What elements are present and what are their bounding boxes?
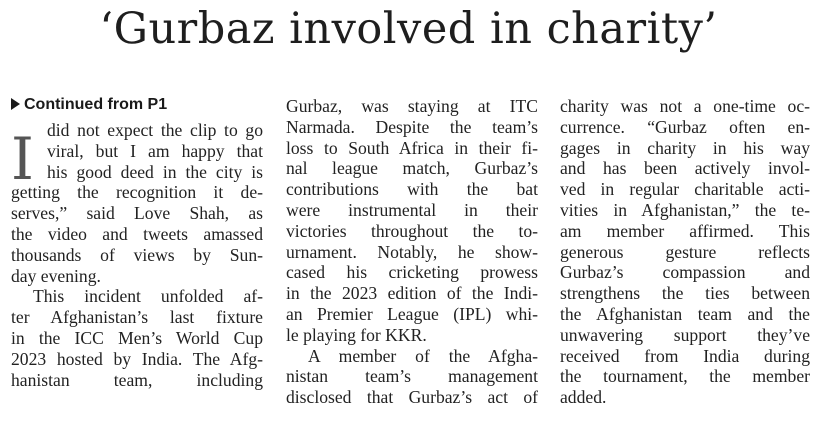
text-line: were instrumental in their (286, 199, 538, 220)
continued-kicker (11, 96, 263, 120)
text-line: cased his cricketing prowess (286, 262, 538, 283)
text-line: This incident unfolded af- (33, 286, 263, 307)
text-line: in the 2023 edition of the Indi- (286, 283, 538, 304)
text-line: disclosed that Gurbaz’s act of (286, 387, 538, 408)
headline: ‘Gurbaz involved in charity’ (99, 4, 718, 54)
drop-cap: I (11, 125, 34, 193)
text-line: in the ICC Men’s World Cup (11, 327, 263, 348)
text-line: added. (560, 387, 607, 408)
text-line: getting the recognition it de- (11, 182, 263, 203)
text-line: serves,” said Love Shah, as (11, 203, 263, 224)
arrow-right-icon (11, 98, 20, 110)
text-line: generous gesture reflects (560, 241, 810, 262)
text-line: day evening. (11, 265, 101, 286)
text-line: the tournament, the member (560, 366, 810, 387)
text-line: thousands of views by Sun- (11, 244, 263, 265)
text-line: an Premier League (IPL) whi- (286, 303, 538, 324)
article-column-2 (286, 96, 538, 408)
text-line: urnament. Notably, he show- (286, 241, 538, 262)
text-line: received from India during (560, 345, 810, 366)
text-line: 2023 hosted by India. The Afg- (11, 348, 263, 369)
text-line: his good deed in the city is (47, 161, 263, 182)
text-line: nistan team’s management (286, 366, 538, 387)
text-line: the video and tweets amassed (11, 223, 263, 244)
text-line: gages in charity in his way (560, 137, 810, 158)
text-line: A member of the Afgha- (308, 345, 538, 366)
text-line: ter Afghanistan’s last fixture (11, 307, 263, 328)
text-line: hanistan team, including (11, 369, 263, 390)
text-line: vities in Afghanistan,” the te- (560, 199, 810, 220)
text-line: loss to South Africa in their fi- (286, 137, 538, 158)
text-line: ved in regular charitable acti- (560, 179, 810, 200)
text-line: Gurbaz, was staying at ITC (286, 96, 538, 116)
text-line: nal league match, Gurbaz’s (286, 158, 538, 179)
text-line: contributions with the bat (286, 179, 538, 200)
text-line: currence. “Gurbaz often en- (560, 116, 810, 137)
text-line: victories throughout the to- (286, 220, 538, 241)
article-column-1 (11, 96, 263, 390)
text-line: charity was not a one-time oc- (560, 96, 810, 116)
text-line: viral, but I am happy that (47, 140, 263, 161)
text-line: the Afghanistan team and the (560, 303, 810, 324)
text-line: am member affirmed. This (560, 220, 810, 241)
text-line: and has been actively invol- (560, 158, 810, 179)
text-line: le playing for KKR. (286, 324, 427, 345)
text-line: Narmada. Despite the team’s (286, 116, 538, 137)
kicker-label: Continued from P1 (24, 96, 168, 113)
text-line: Gurbaz’s compassion and (560, 262, 810, 283)
text-line: unwavering support they’ve (560, 324, 810, 345)
text-line: did not expect the clip to go (47, 120, 263, 140)
article-column-3 (560, 96, 810, 408)
text-line: strengthens the ties between (560, 283, 810, 304)
